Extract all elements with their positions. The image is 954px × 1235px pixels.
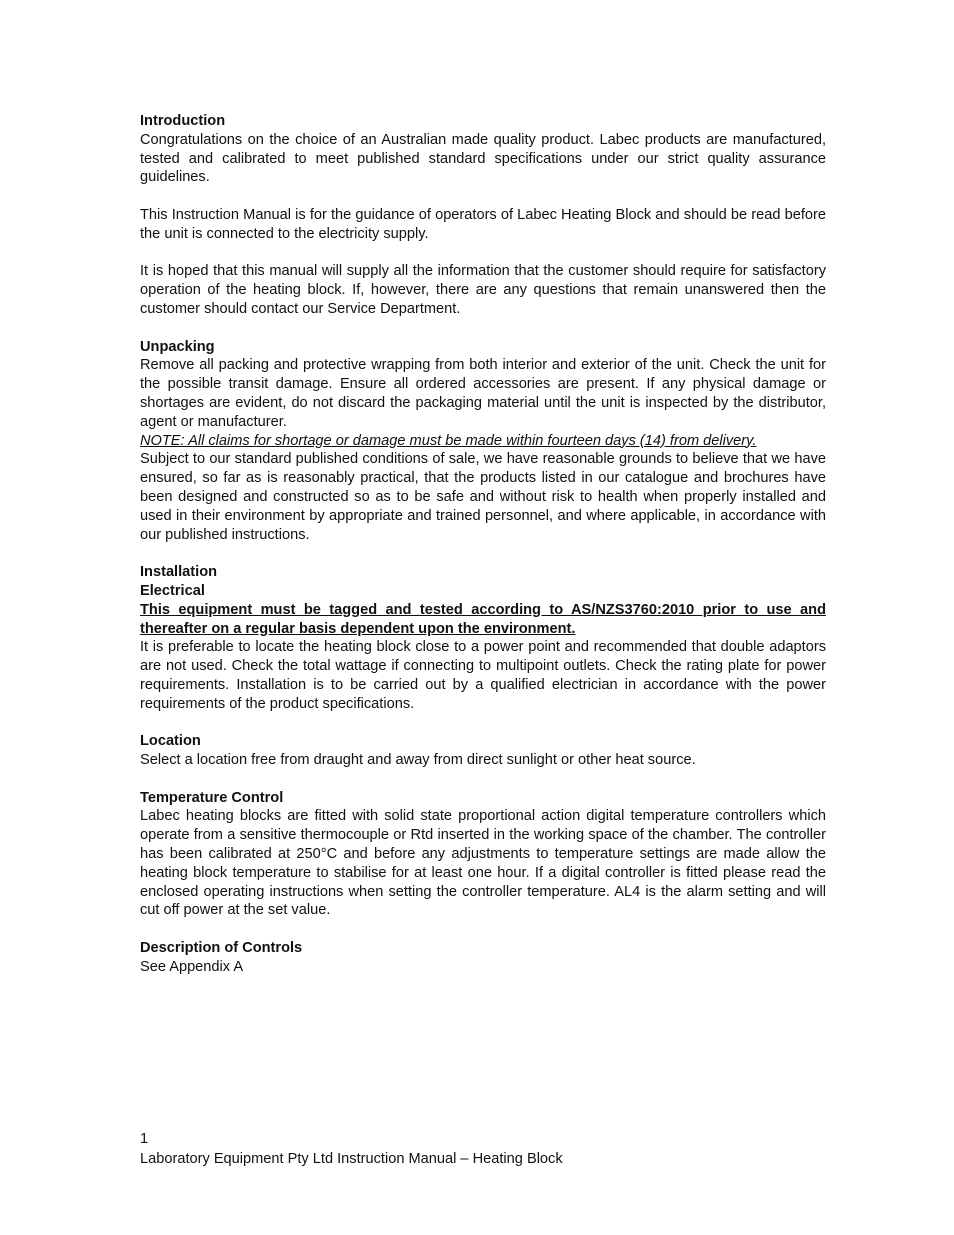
description-of-controls-paragraph: See Appendix A [140, 958, 244, 975]
unpacking-heading: Unpacking [140, 338, 215, 355]
electrical-paragraph: It is preferable to locate the heating block close to a power point and recommended that double adaptors are not used. Check the total wattage if connecting to multipoint outlets. Check the rating plate for power requirements. Installation is to be carried out by a qualified electrician in accordance with the power requirements of the product specifications. [140, 639, 826, 712]
page-number: 1 [140, 1131, 149, 1147]
temperature-control-heading: Temperature Control [140, 789, 284, 806]
temperature-control-paragraph: Labec heating blocks are fitted with solid state proportional action digital temperature controllers which operate from a sensitive thermocouple or Rtd inserted in the working space of the chamber. The controller has been calibrated at 250°C and before any adjustments to temperature settings are made allow the heating block temperature to stabilise for at least one hour. If a digital controller is fitted please read the enclosed operating instructions when setting the controller temperature. AL4 is the alarm setting and will cut off power at the set value. [140, 808, 826, 919]
introduction-heading: Introduction [140, 113, 226, 129]
footer-text: Laboratory Equipment Pty Ltd Instruction Manual – Heating Block [140, 1150, 563, 1167]
document-body [140, 112, 826, 977]
electrical-safety-warning: This equipment must be tagged and tested according to AS/NZS3760:2010 prior to use and thereafter on a regular basis dependent upon the environment. [140, 601, 826, 637]
electrical-subheading: Electrical [140, 582, 205, 599]
unpacking-paragraph-1: Remove all packing and protective wrapping from both interior and exterior of the unit. Check the unit for the possible transit damage. Ensure all ordered accessories are present. If any physical damage or shortages are evident, do not discard the packaging material until the unit is inspected by the distributor, agent or manufacturer. [140, 357, 826, 430]
unpacking-paragraph-2: Subject to our standard published conditions of sale, we have reasonable grounds to believe that we have ensured, so far as is reasonably practical, that the products listed in our catalogue and brochures have been designed and constructed so as to be safe and without risk to health when properly installed and used in their environment by appropriate and trained personnel, and where applicable, in accordance with our published instructions. [140, 451, 826, 543]
installation-heading: Installation [140, 564, 218, 581]
introduction-paragraph-2: This Instruction Manual is for the guidance of operators of Labec Heating Block and should be read before the unit is connected to the electricity supply. [140, 206, 826, 242]
introduction-paragraph-3: It is hoped that this manual will supply all the information that the customer should require for satisfactory operation of the heating block. If, however, there are any questions that remain unanswered then the customer should contact our Service Department. [140, 263, 826, 317]
location-paragraph: Select a location free from draught and away from direct sunlight or other heat source. [140, 752, 696, 769]
page-footer [140, 1130, 826, 1169]
introduction-paragraph-1: Congratulations on the choice of an Australian made quality product. Labec products are manufactured, tested and calibrated to meet published standard specifications under our strict quality assurance guidelines. [140, 131, 826, 186]
unpacking-claims-note: NOTE: All claims for shortage or damage must be made within fourteen days (14) from delivery. [140, 432, 757, 449]
description-of-controls-heading: Description of Controls [140, 940, 303, 957]
location-heading: Location [140, 733, 201, 750]
